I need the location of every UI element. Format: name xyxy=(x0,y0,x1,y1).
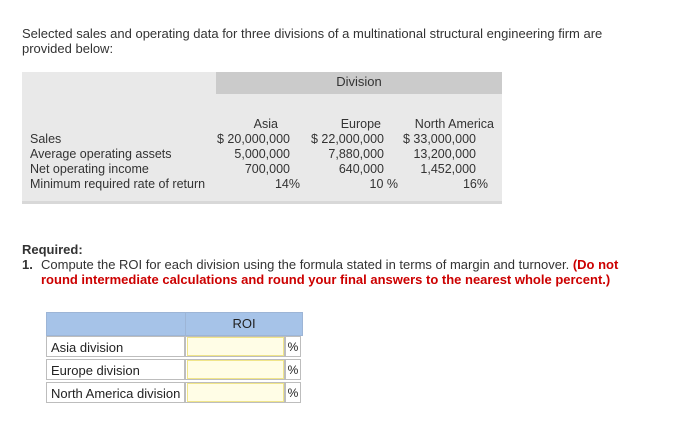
roi-row-label-asia: Asia division xyxy=(46,336,185,357)
income-asia: 700,000 xyxy=(244,162,290,176)
row-label-average-operating-assets: Average operating assets xyxy=(30,147,172,161)
roi-unit-asia: % xyxy=(285,336,301,357)
income-north-america: 1,452,000 xyxy=(420,162,476,176)
column-header-europe: Europe xyxy=(340,117,381,131)
row-label-sales: Sales xyxy=(30,132,62,146)
column-header-asia: Asia xyxy=(253,117,278,131)
sales-asia: $ 20,000,000 xyxy=(217,132,290,146)
required-heading: Required: xyxy=(22,242,83,257)
income-europe: 640,000 xyxy=(338,162,384,176)
roi-row-label-north-america: North America division xyxy=(46,382,185,403)
assets-asia: 5,000,000 xyxy=(234,147,290,161)
column-header-north-america: North America xyxy=(414,117,494,131)
intro-text: Selected sales and operating data for three divisions of a multinational structural engineering firm are provided below: xyxy=(22,26,603,56)
roi-header: ROI xyxy=(185,312,303,336)
question-text: Compute the ROI for each division using the formula stated in terms of margin and turnover. xyxy=(41,257,570,272)
rate-europe: 10 % xyxy=(369,177,398,191)
roi-row-label-europe: Europe division xyxy=(46,359,185,380)
assets-north-america: 13,200,000 xyxy=(413,147,476,161)
table-bottom-rule xyxy=(22,201,502,204)
question-instruction: (Do not round intermediate calculations and round your final answers to the nearest whole percent.) xyxy=(41,257,619,287)
roi-input-asia[interactable] xyxy=(187,337,284,356)
sales-europe: $ 22,000,000 xyxy=(311,132,384,146)
assets-europe: 7,880,000 xyxy=(328,147,384,161)
row-label-net-operating-income: Net operating income xyxy=(30,162,149,176)
question-number: 1. xyxy=(22,257,33,272)
rate-north-america: 16% xyxy=(462,177,488,191)
rate-asia: 14% xyxy=(274,177,300,191)
roi-input-europe[interactable] xyxy=(187,360,284,379)
sales-north-america: $ 33,000,000 xyxy=(403,132,476,146)
division-data-table xyxy=(22,72,502,204)
row-label-minimum-required-rate: Minimum required rate of return xyxy=(30,177,206,191)
roi-unit-north-america: % xyxy=(285,382,301,403)
roi-input-north-america[interactable] xyxy=(187,383,284,402)
question-body xyxy=(41,257,641,287)
roi-unit-europe: % xyxy=(285,359,301,380)
roi-header-blank xyxy=(46,312,186,336)
division-header: Division xyxy=(216,72,502,94)
